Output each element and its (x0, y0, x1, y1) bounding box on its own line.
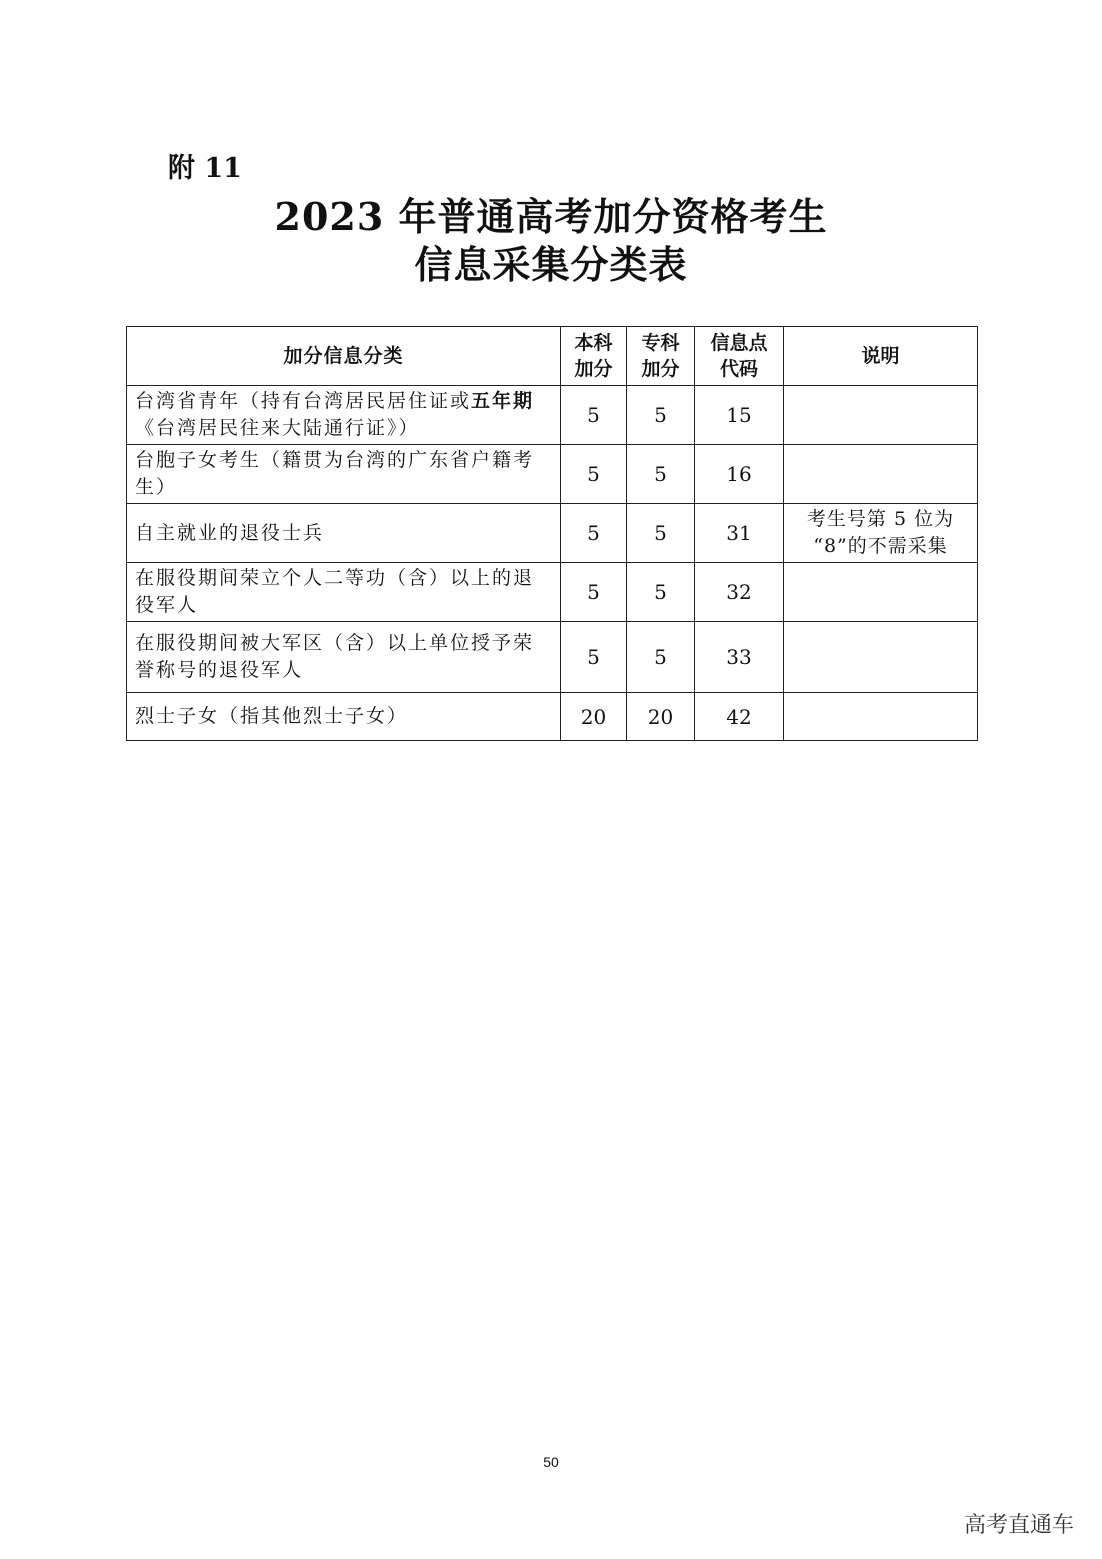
page-number: 50 (543, 1454, 559, 1470)
row-college-bonus: 5 (627, 386, 695, 445)
row-note (784, 622, 978, 693)
row-info-code: 15 (695, 386, 784, 445)
table-row (127, 693, 978, 741)
row-info-code: 32 (695, 563, 784, 622)
row-college-bonus: 5 (627, 622, 695, 693)
row-info-code: 31 (695, 504, 784, 563)
row-undergrad-bonus: 5 (561, 386, 627, 445)
row-undergrad-bonus: 5 (561, 563, 627, 622)
bonus-info-table (126, 326, 978, 741)
row-category: 在服役期间荣立个人二等功（含）以上的退役军人 (127, 563, 561, 622)
row-category: 台胞子女考生（籍贯为台湾的广东省户籍考生） (127, 445, 561, 504)
table-row (127, 445, 978, 504)
header-category: 加分信息分类 (127, 327, 561, 386)
document-title-line-2: 信息采集分类表 (414, 242, 688, 287)
header-note: 说明 (784, 327, 978, 386)
row-note (784, 386, 978, 445)
row-college-bonus: 5 (627, 504, 695, 563)
table-header-row (127, 327, 978, 386)
row-category: 在服役期间被大军区（含）以上单位授予荣誉称号的退役军人 (127, 622, 561, 693)
row-info-code: 42 (695, 693, 784, 741)
table-row (127, 563, 978, 622)
row-category: 烈士子女（指其他烈士子女） (127, 693, 561, 741)
row-undergrad-bonus: 20 (561, 693, 627, 741)
row-undergrad-bonus: 5 (561, 622, 627, 693)
row-college-bonus: 5 (627, 563, 695, 622)
row-undergrad-bonus: 5 (561, 504, 627, 563)
row-category: 台湾省青年（持有台湾居民居住证或五年期《台湾居民往来大陆通行证》） (127, 386, 561, 445)
row-undergrad-bonus: 5 (561, 445, 627, 504)
row-note: 考生号第 5 位为 “8”的不需采集 (784, 504, 978, 563)
row-info-code: 16 (695, 445, 784, 504)
document-title-line-1: 2023 年普通高考加分资格考生 (274, 194, 828, 239)
header-undergrad-bonus: 本科 加分 (561, 327, 627, 386)
watermark-text: 高考直通车 (963, 1513, 1074, 1538)
table-row (127, 504, 978, 563)
row-college-bonus: 20 (627, 693, 695, 741)
table-row (127, 622, 978, 693)
row-note (784, 693, 978, 741)
row-college-bonus: 5 (627, 445, 695, 504)
row-info-code: 33 (695, 622, 784, 693)
row-note (784, 445, 978, 504)
row-note (784, 563, 978, 622)
header-info-code: 信息点 代码 (695, 327, 784, 386)
annex-label: 附 11 (168, 153, 242, 184)
row-category: 自主就业的退役士兵 (127, 504, 561, 563)
header-college-bonus: 专科 加分 (627, 327, 695, 386)
table-row (127, 386, 978, 445)
